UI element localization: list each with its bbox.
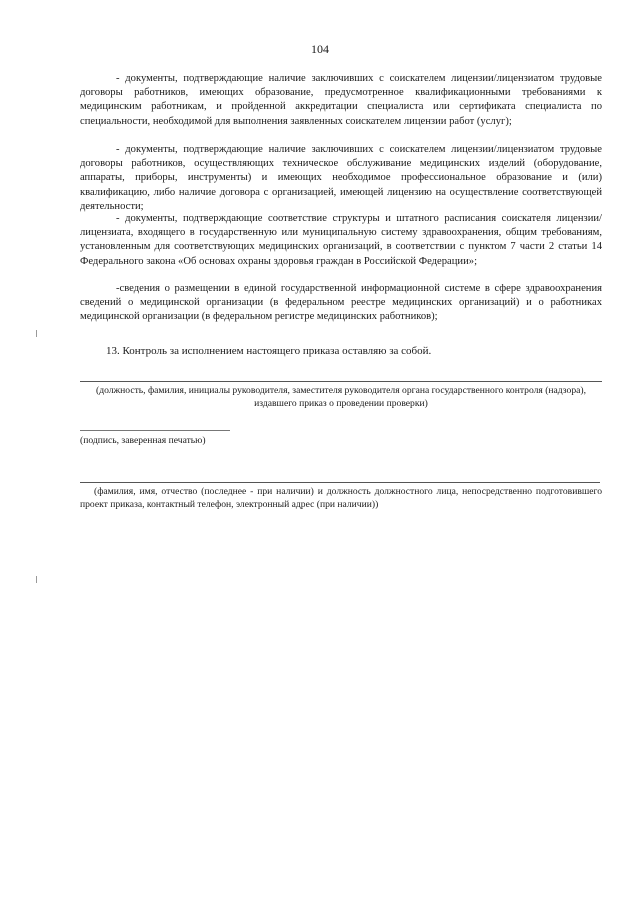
paragraph-structure-documents: - документы, подтверждающие соответствие структуры и штатного расписания соискателя лицензии/лицензиата, входящего в государственную или муниципальную систему здравоохранения, общим требованиям, установленным для соответствующих медицинских организаций, в соответствии с пунктом 7 части 2 статьи 14 Федерального закона «Об основах охраны здоровья граждан в Российской Федерации»; (80, 213, 602, 267)
signature-line (80, 430, 230, 431)
paragraph-staff-documents: - документы, подтверждающие наличие заключивших с соискателем лицензии/лицензиатом трудовые договоры работников, имеющих образование, предусмотренное квалификационными требованиями к медицинским работникам, и пройденной аккредитации специалиста или сертификата специалиста по специальности, необходимой для выполнения заявленных соискателем лицензии работ (услуг); (80, 73, 602, 127)
signature-caption: (подпись, заверенная печатью) (80, 435, 206, 446)
page-number: 104 (311, 42, 329, 56)
executor-caption: (фамилия, имя, отчество (последнее - при наличии) и должность должностного лица, непосредственно подготовившего проект приказа, контактный телефон, электронный адрес (при наличии)) (80, 486, 602, 510)
paragraph-technical-staff-documents: - документы, подтверждающие наличие заключивших с соискателем лицензии/лицензиатом трудовые договоры работников, осуществляющих техническое обслуживание медицинских изделий (оборудование, аппараты, приборы, инструменты) и имеющих необходимое профессиональное образование и (или) квалификацию, либо наличие договора с организацией, имеющей лицензию на осуществление соответствующей деятельности; (80, 144, 602, 212)
paragraph-egisz-info: -сведения о размещении в единой государственной информационной системе в сфере здравоохранения сведений о медицинской организации (в федеральном реестре медицинских организаций) и о работниках медицинской организации (в федеральном регистре медицинских работников); (80, 283, 602, 323)
scan-mark (36, 576, 39, 583)
head-signature-line (80, 381, 602, 382)
executor-line (80, 482, 600, 483)
head-caption: (должность, фамилия, инициалы руководителя, заместителя руководителя органа государственного контроля (надзора), издавшего приказ о проведении проверки) (96, 385, 586, 409)
item-13-control: 13. Контроль за исполнением настоящего приказа оставляю за собой. (106, 345, 432, 357)
scan-mark (36, 330, 39, 337)
